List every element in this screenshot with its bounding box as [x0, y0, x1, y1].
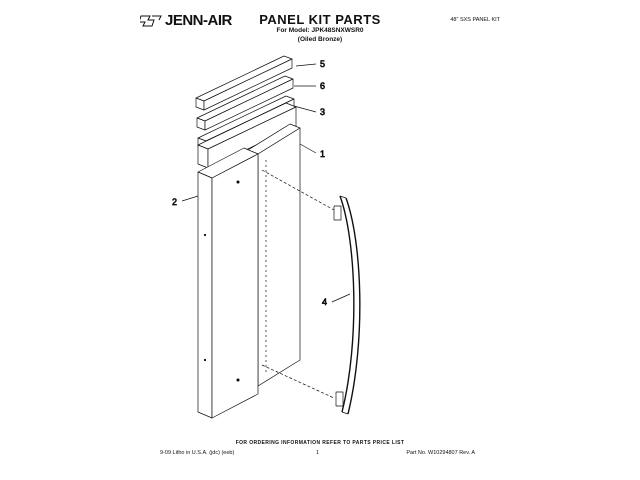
handle-part-4	[334, 196, 360, 414]
brand-name: JENN-AIR	[165, 12, 232, 29]
callout-2: 2	[172, 197, 178, 207]
model-line: For Model: JPK48SNXWSR0	[276, 27, 364, 34]
callout-1: 1	[320, 149, 326, 159]
page-title: PANEL KIT PARTS	[259, 12, 381, 27]
page-number: 1	[316, 450, 320, 456]
callout-5: 5	[320, 59, 326, 69]
kit-name: 48" SXS PANEL KIT	[450, 17, 500, 23]
callout-4: 4	[322, 297, 328, 307]
ordering-note: FOR ORDERING INFORMATION REFER TO PARTS PRICE LIST	[235, 440, 405, 446]
callout-6: 6	[320, 81, 326, 91]
finish-variant: (Oiled Bronze)	[297, 36, 343, 43]
litho-line: 9-09 Litho in U.S.A. (jdc) (eeb)	[160, 450, 235, 456]
part-number: Part No. W10294807 Rev. A	[406, 450, 475, 456]
callout-3: 3	[320, 107, 326, 117]
front-panel-part-2	[198, 148, 258, 418]
